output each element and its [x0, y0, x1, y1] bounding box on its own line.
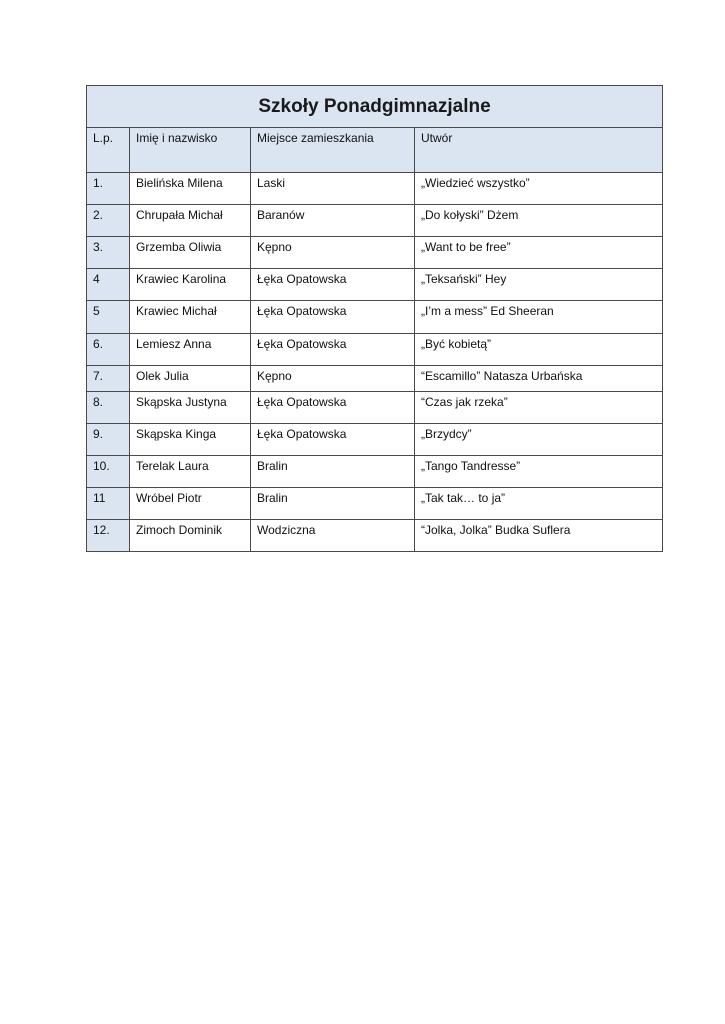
row-name: Krawiec Michał [130, 301, 251, 334]
row-number: 2. [87, 205, 130, 237]
row-number: 7. [87, 366, 130, 392]
row-song: „Tak tak… to ja” [415, 488, 663, 520]
row-name: Wróbel Piotr [130, 488, 251, 520]
row-name: Skąpska Justyna [130, 392, 251, 424]
row-place: Bralin [251, 456, 415, 488]
table-row [87, 269, 663, 301]
table-row [87, 488, 663, 520]
row-name: Bielińska Milena [130, 173, 251, 205]
row-song: “Escamillo” Natasza Urbańska [415, 366, 663, 392]
row-place: Łęka Opatowska [251, 301, 415, 334]
table-row [87, 173, 663, 205]
row-place: Kępno [251, 237, 415, 269]
table-row [87, 366, 663, 392]
column-header-name: Imię i nazwisko [130, 128, 251, 173]
table-row [87, 205, 663, 237]
row-number: 12. [87, 520, 130, 552]
row-number: 6. [87, 334, 130, 366]
row-name: Zimoch Dominik [130, 520, 251, 552]
row-song: „Want to be free” [415, 237, 663, 269]
row-song: „Do kołyski” Dżem [415, 205, 663, 237]
row-place: Łęka Opatowska [251, 392, 415, 424]
table-row [87, 520, 663, 552]
row-song: “Jolka, Jolka” Budka Suflera [415, 520, 663, 552]
row-number: 9. [87, 424, 130, 456]
row-song: „Brzydcy” [415, 424, 663, 456]
row-place: Baranów [251, 205, 415, 237]
row-place: Laski [251, 173, 415, 205]
row-place: Łęka Opatowska [251, 334, 415, 366]
table-row [87, 392, 663, 424]
row-number: 11 [87, 488, 130, 520]
table-row [87, 456, 663, 488]
column-header-row [87, 128, 663, 173]
row-name: Skąpska Kinga [130, 424, 251, 456]
row-number: 4 [87, 269, 130, 301]
row-number: 8. [87, 392, 130, 424]
row-song: “Czas jak rzeka” [415, 392, 663, 424]
participants-table [86, 85, 663, 552]
row-song: „Teksański” Hey [415, 269, 663, 301]
column-header-place: Miejsce zamieszkania [251, 128, 415, 173]
row-name: Terelak Laura [130, 456, 251, 488]
row-place: Wodziczna [251, 520, 415, 552]
row-song: „Być kobietą” [415, 334, 663, 366]
column-header-lp: L.p. [87, 128, 130, 173]
row-place: Łęka Opatowska [251, 269, 415, 301]
table-row [87, 424, 663, 456]
row-number: 5 [87, 301, 130, 334]
row-place: Kępno [251, 366, 415, 392]
row-number: 1. [87, 173, 130, 205]
column-header-song: Utwór [415, 128, 663, 173]
row-name: Grzemba Oliwia [130, 237, 251, 269]
table-row [87, 301, 663, 334]
row-name: Krawiec Karolina [130, 269, 251, 301]
row-song: „Wiedzieć wszystko” [415, 173, 663, 205]
row-place: Bralin [251, 488, 415, 520]
row-number: 10. [87, 456, 130, 488]
row-song: „I’m a mess” Ed Sheeran [415, 301, 663, 334]
row-name: Lemiesz Anna [130, 334, 251, 366]
title-row [87, 86, 663, 128]
table-row [87, 237, 663, 269]
row-name: Olek Julia [130, 366, 251, 392]
table-title: Szkoły Ponadgimnazjalne [87, 86, 663, 128]
row-song: „Tango Tandresse” [415, 456, 663, 488]
row-name: Chrupała Michał [130, 205, 251, 237]
row-place: Łęka Opatowska [251, 424, 415, 456]
table-row [87, 334, 663, 366]
row-number: 3. [87, 237, 130, 269]
